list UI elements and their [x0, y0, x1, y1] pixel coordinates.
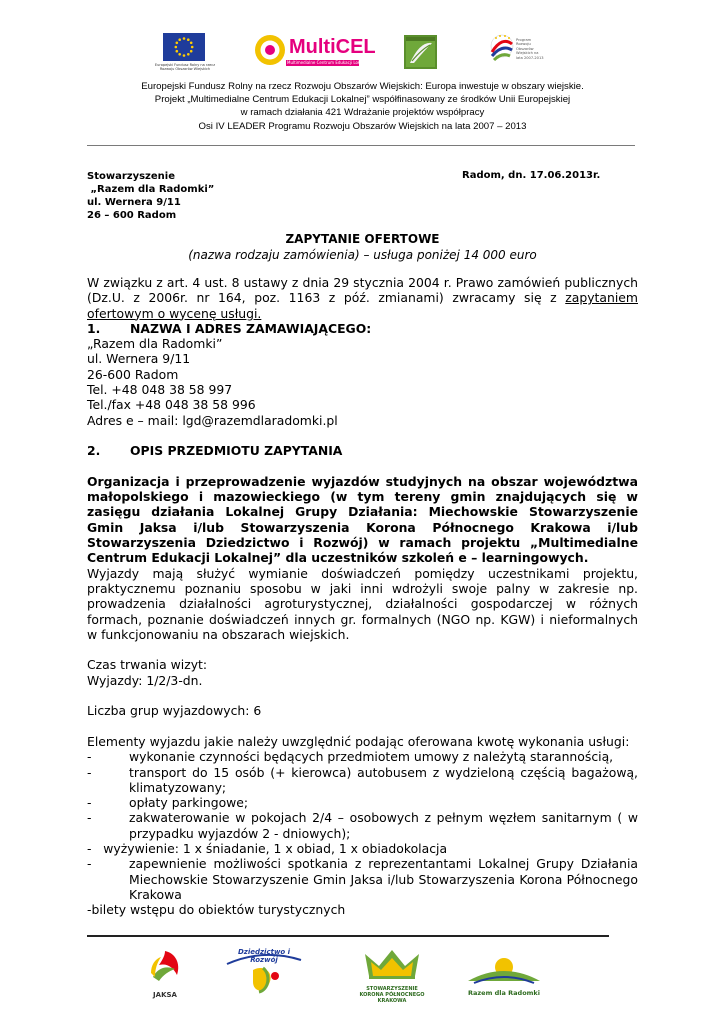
korona-logo-text: STOWARZYSZENIE KORONA PÓŁNOCNEGO KRAKOWA: [359, 986, 425, 1004]
sender-line: ul. Wernera 9/11: [87, 197, 181, 208]
contact-line: „Razem dla Radomki”: [87, 336, 223, 352]
list-item-text: zapewnienie możliwości spotkania z reprezentantami Lokalnej Grupy Działania Miechowskie Stowarzyszenie Gmin Jaksa i/lub Stowarzyszenia Korona Północnego Krakowa: [129, 856, 638, 902]
eu-flag-icon: [163, 33, 205, 61]
list-dash: -: [87, 749, 92, 765]
contact-line: Tel./fax +48 048 38 58 996: [87, 397, 256, 413]
section2-number: 2.: [87, 443, 101, 459]
funding-line: Projekt „Multimedialne Centrum Edukacji Lokalnej” współfinasowany ze środków Unii Europejskiej: [154, 94, 571, 106]
korona-logo-icon: [355, 946, 429, 1004]
razem-logo-text: Razem dla Radomki: [468, 989, 540, 997]
jaksa-logo-icon: [143, 947, 187, 999]
multicel-logo: [253, 33, 376, 69]
section1-number: 1.: [87, 320, 101, 336]
list-dash: -: [87, 764, 92, 780]
list-dash: -: [87, 795, 92, 811]
funding-line: Europejski Fundusz Rolny na rzecz Rozwoju Obszarów Wiejskich: Europa inwestuje w obszary wiejskie.: [141, 81, 584, 92]
contact-line: ul. Wernera 9/11: [87, 351, 191, 367]
duration-value: Wyjazdy: 1/2/3-dn.: [87, 672, 203, 688]
section1-heading: [87, 321, 638, 336]
funding-statement: [0, 80, 725, 133]
funding-line: Osi IV LEADER Programu Rozwoju Obszarów Wiejskich na lata 2007 – 2013: [198, 120, 527, 132]
duration-label: Czas trwania wizyt:: [87, 657, 208, 673]
footer-divider: [87, 935, 609, 937]
elements-intro: Elementy wyjazdu jakie należy uwzględnić podając oferowana kwotę wykonania usługi:: [87, 733, 630, 749]
header-divider: [87, 145, 635, 146]
list-item-text: wykonanie czynności będących przedmiotem umowy z należytą starannością,: [129, 749, 614, 765]
groups-count: Liczba grup wyjazdowych: 6: [87, 703, 262, 719]
contact-line: 26-600 Radom: [87, 366, 179, 382]
section1-title: NAZWA I ADRES ZAMAWIAJĄCEGO:: [130, 320, 372, 336]
list-item: [87, 795, 638, 810]
sender-line: „Razem dla Radomki”: [87, 184, 215, 195]
sender-line: Stowarzyszenie: [87, 171, 175, 182]
list-item: [87, 856, 638, 902]
funding-line: w ramach działania 421 Wdrażanie projektów współpracy: [240, 107, 485, 119]
dziedzictwo-logo-text: Dziedzictwo i Rozwój: [237, 948, 291, 964]
list-item-text: opłaty parkingowe;: [129, 795, 249, 811]
dziedzictwo-logo-icon: [223, 946, 305, 1004]
eu-caption: Europejski Fundusz Rolny na rzecz Rozwoju Obszarów Wiejskich: [154, 63, 216, 71]
prow-logo-icon: [486, 32, 546, 72]
sender-address: [87, 170, 214, 222]
jaksa-logo-text: JAKSA: [153, 991, 177, 999]
multicel-name: MultiCEL: [289, 36, 376, 58]
list-dash: -: [87, 856, 92, 872]
section2-heading: [87, 443, 638, 458]
multicel-tagline: Multimedialne Centrum Edukacji Lokalnej: [287, 60, 370, 65]
contact-line: Tel. +48 048 38 58 997: [87, 382, 233, 398]
subject-paragraph: Wyjazdy mają służyć wymianie doświadczeń pomiędzy uczestnikami projektu, praktycznemu poznaniu sposobu w jaki inni wdrożyli swoje palny w zakresie np. prowadzenia działalności agroturystycznej, działalności gospodarczej w różnych formach, poznanie doświadczeń innych gr. formalnych (NGO np. KGW) i nieformalnych w funkcjonowaniu na obszarach wiejskich.: [87, 565, 638, 642]
place-date: Radom, dn. 17.06.2013r.: [462, 170, 601, 181]
document-body: [87, 275, 638, 917]
list-item: [87, 810, 638, 841]
list-item-text: transport do 15 osób (+ kierowca) autobusem z wydzieloną częścią bagażową, klimatyzowany;: [129, 764, 638, 795]
section2-title: OPIS PRZEDMIOTU ZAPYTANIA: [130, 443, 343, 459]
intro-underlined: zapytaniem ofertowym o wycenę usługi.: [87, 290, 638, 321]
tickets-item: -bilety wstępu do obiektów turystycznych: [87, 902, 346, 918]
meals-item: - wyżywienie: 1 x śniadanie, 1 x obiad, 1 x obiadokolacja: [87, 840, 448, 856]
leader-logo-icon: [404, 35, 437, 69]
sender-line: 26 – 600 Radom: [87, 210, 177, 221]
intro-paragraph: [87, 275, 638, 321]
prow-text: Program Rozwoju Obszarów Wiejskich na lata 2007-2013: [516, 38, 544, 60]
list-item: [87, 749, 638, 764]
document-subtitle: (nazwa rodzaju zamówienia) – usługa poniżej 14 000 euro: [188, 248, 537, 262]
list-item-text: zakwaterowanie w pokojach 2/4 – osobowych z pełnym węzłem sanitarnym ( w przypadku wyjazdów 2 - dniowych);: [129, 810, 638, 841]
intro-text: W związku z art. 4 ust. 8 ustawy z dnia 29 stycznia 2004 r. Prawo zamówień publicznych (Dz.U. z 2006r. nr 164, poz. 1163 z póź. zmianami) zwracamy się z: [87, 275, 638, 306]
contact-line: Adres e – mail: lgd@razemdlaradomki.pl: [87, 412, 338, 428]
razem-dla-radomki-logo-icon: [464, 951, 544, 1003]
document-title: ZAPYTANIE OFERTOWE: [285, 232, 440, 246]
list-item: [87, 765, 638, 796]
subject-bold-paragraph: Organizacja i przeprowadzenie wyjazdów studyjnych na obszar województwa małopolskiego i mazowieckiego (w tym tereny gmin znajdujących się w zasięgu działania Lokalnej Grupy Działania: Miechowskie Stowarzyszenie Gmin Jaksa i/lub Stowarzyszenia Korona Północnego Krakowa i/lub Stowarzyszenia Dziedzictwo i Rozwój) w ramach projektu „Multimedialne Centrum Edukacji Lokalnej” dla uczestników szkoleń e – learningowych.: [87, 473, 638, 566]
list-dash: -: [87, 810, 92, 826]
